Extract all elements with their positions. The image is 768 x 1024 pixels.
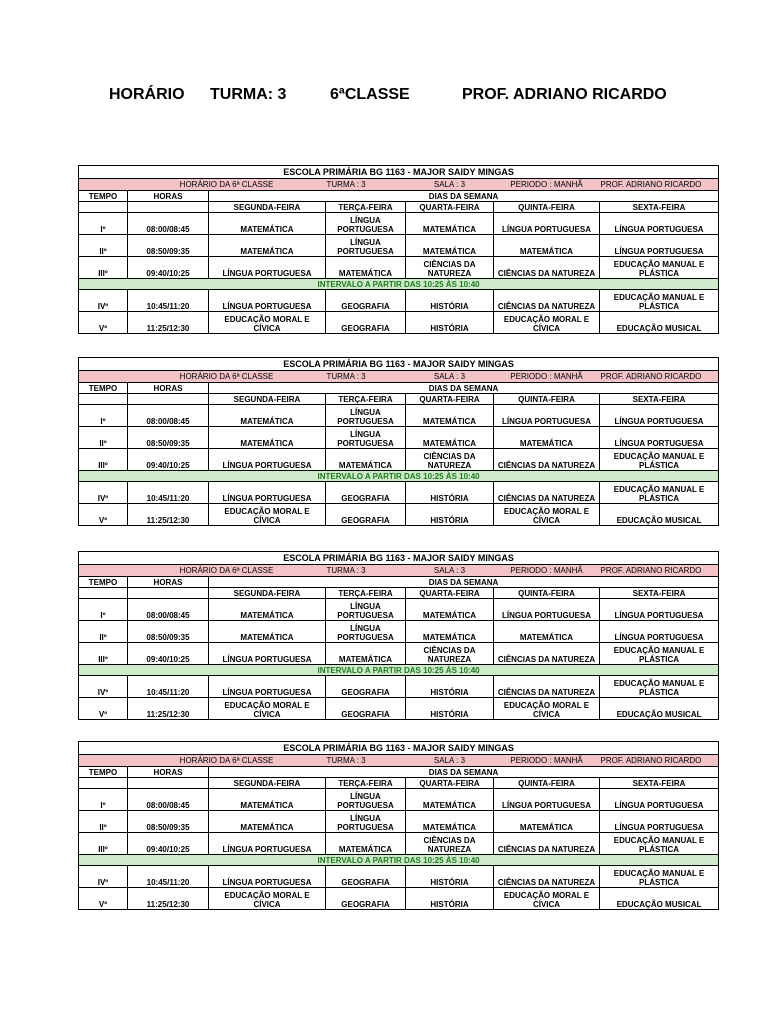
subject-cell: EDUCAÇÃO MUSICAL — [600, 698, 719, 720]
subject-cell: LÍNGUA PORTUGUESA — [326, 789, 406, 811]
day-header: SEGUNDA-FEIRA — [209, 778, 326, 789]
horas-cell: 08:00/08:45 — [128, 789, 209, 811]
subject-cell: EDUCAÇÃO MANUAL E PLÁSTICA — [600, 866, 719, 888]
subject-cell: CIÊNCIAS DA NATUREZA — [406, 449, 494, 471]
day-header: SEGUNDA-FEIRA — [209, 588, 326, 599]
info-turma: TURMA : 3 — [326, 755, 406, 767]
col-dias: DIAS DA SEMANA — [209, 767, 719, 778]
table-row — [79, 789, 719, 811]
subject-cell: GEOGRAFIA — [326, 698, 406, 720]
school-name: ESCOLA PRIMÁRIA BG 1163 - MAJOR SAIDY MINGAS — [79, 166, 719, 179]
tempo-cell: Iº — [79, 789, 128, 811]
horas-cell: 11:25/12:30 — [128, 312, 209, 334]
subject-cell: EDUCAÇÃO MANUAL E PLÁSTICA — [600, 449, 719, 471]
info-band — [79, 565, 719, 577]
table-row — [79, 599, 719, 621]
horas-cell: 10:45/11:20 — [128, 482, 209, 504]
header-horario: HORÁRIO — [109, 86, 185, 103]
subject-cell: MATEMÁTICA — [494, 427, 600, 449]
subject-cell: MATEMÁTICA — [326, 833, 406, 855]
tempo-cell: IIº — [79, 427, 128, 449]
interval-band: INTERVALO A PARTIR DAS 10:25 ÀS 10:40 — [79, 279, 719, 290]
table-row — [79, 427, 719, 449]
subject-cell: GEOGRAFIA — [326, 504, 406, 526]
subject-cell: MATEMÁTICA — [494, 811, 600, 833]
schedule-table — [78, 165, 719, 334]
info-periodo: PERIODO : MANHÃ — [494, 179, 600, 191]
table-row — [79, 621, 719, 643]
table-row — [79, 811, 719, 833]
subject-cell: LÍNGUA PORTUGUESA — [209, 482, 326, 504]
info-periodo: PERIODO : MANHÃ — [494, 565, 600, 577]
col-tempo: TEMPO — [79, 767, 128, 778]
tempo-cell: Iº — [79, 213, 128, 235]
info-periodo: PERIODO : MANHÃ — [494, 755, 600, 767]
table-row — [79, 405, 719, 427]
table-row — [79, 504, 719, 526]
subject-cell: EDUCAÇÃO MORAL E CÍVICA — [494, 888, 600, 910]
info-band — [79, 371, 719, 383]
subject-cell: GEOGRAFIA — [326, 676, 406, 698]
table-row — [79, 833, 719, 855]
table-row — [79, 888, 719, 910]
subject-cell: MATEMÁTICA — [494, 621, 600, 643]
tempo-cell: IIº — [79, 811, 128, 833]
subject-cell: EDUCAÇÃO MANUAL E PLÁSTICA — [600, 482, 719, 504]
info-horario: HORÁRIO DA 6ª CLASSE — [128, 179, 326, 191]
subject-cell: GEOGRAFIA — [326, 482, 406, 504]
col-dias: DIAS DA SEMANA — [209, 577, 719, 588]
horas-cell: 10:45/11:20 — [128, 676, 209, 698]
day-header: QUARTA-FEIRA — [406, 778, 494, 789]
col-horas: HORAS — [128, 577, 209, 588]
subject-cell: MATEMÁTICA — [209, 427, 326, 449]
subject-cell: EDUCAÇÃO MANUAL E PLÁSTICA — [600, 676, 719, 698]
subject-cell: LÍNGUA PORTUGUESA — [600, 811, 719, 833]
school-name: ESCOLA PRIMÁRIA BG 1163 - MAJOR SAIDY MINGAS — [79, 358, 719, 371]
col-tempo: TEMPO — [79, 191, 128, 202]
subject-cell: CIÊNCIAS DA NATUREZA — [406, 257, 494, 279]
subject-cell: LÍNGUA PORTUGUESA — [326, 235, 406, 257]
subject-cell: LÍNGUA PORTUGUESA — [494, 789, 600, 811]
interval-band: INTERVALO A PARTIR DAS 10:25 ÀS 10:40 — [79, 855, 719, 866]
info-prof: PROF. ADRIANO RICARDO — [600, 565, 719, 577]
schedule-table — [78, 551, 719, 720]
tempo-cell: IIIº — [79, 833, 128, 855]
tempo-cell: IIIº — [79, 449, 128, 471]
table-row — [79, 257, 719, 279]
subject-cell: LÍNGUA PORTUGUESA — [209, 643, 326, 665]
horas-cell: 09:40/10:25 — [128, 833, 209, 855]
horas-cell: 08:50/09:35 — [128, 427, 209, 449]
day-header: QUINTA-FEIRA — [494, 588, 600, 599]
subject-cell: LÍNGUA PORTUGUESA — [326, 811, 406, 833]
subject-cell: MATEMÁTICA — [209, 599, 326, 621]
day-header: SEXTA-FEIRA — [600, 778, 719, 789]
col-horas: HORAS — [128, 767, 209, 778]
day-header: QUARTA-FEIRA — [406, 588, 494, 599]
table-row — [79, 449, 719, 471]
table-row — [79, 312, 719, 334]
subject-cell: EDUCAÇÃO MORAL E CÍVICA — [494, 698, 600, 720]
subject-cell: LÍNGUA PORTUGUESA — [494, 599, 600, 621]
tempo-cell: Vº — [79, 504, 128, 526]
subject-cell: LÍNGUA PORTUGUESA — [326, 427, 406, 449]
subject-cell: GEOGRAFIA — [326, 866, 406, 888]
subject-cell: GEOGRAFIA — [326, 312, 406, 334]
subject-cell: LÍNGUA PORTUGUESA — [494, 405, 600, 427]
subject-cell: EDUCAÇÃO MORAL E CÍVICA — [209, 504, 326, 526]
subject-cell: EDUCAÇÃO MANUAL E PLÁSTICA — [600, 257, 719, 279]
info-turma: TURMA : 3 — [326, 179, 406, 191]
tempo-cell: IIº — [79, 621, 128, 643]
tempo-cell: IIº — [79, 235, 128, 257]
subject-cell: LÍNGUA PORTUGUESA — [326, 621, 406, 643]
subject-cell: EDUCAÇÃO MUSICAL — [600, 888, 719, 910]
subject-cell: LÍNGUA PORTUGUESA — [209, 676, 326, 698]
subject-cell: MATEMÁTICA — [406, 213, 494, 235]
info-prof: PROF. ADRIANO RICARDO — [600, 371, 719, 383]
tempo-cell: Vº — [79, 698, 128, 720]
interval-band: INTERVALO A PARTIR DAS 10:25 ÀS 10:40 — [79, 471, 719, 482]
tempo-cell: Vº — [79, 888, 128, 910]
tempo-cell: Vº — [79, 312, 128, 334]
day-header: QUARTA-FEIRA — [406, 394, 494, 405]
day-header: TERÇA-FEIRA — [326, 202, 406, 213]
tempo-cell: IIIº — [79, 257, 128, 279]
horas-cell: 09:40/10:25 — [128, 257, 209, 279]
schedule-table — [78, 357, 719, 526]
subject-cell: HISTÓRIA — [406, 290, 494, 312]
table-row — [79, 676, 719, 698]
subject-cell: MATEMÁTICA — [209, 213, 326, 235]
subject-cell: CIÊNCIAS DA NATUREZA — [406, 643, 494, 665]
page-header — [0, 86, 768, 110]
subject-cell: HISTÓRIA — [406, 866, 494, 888]
subject-cell: LÍNGUA PORTUGUESA — [494, 213, 600, 235]
subject-cell: MATEMÁTICA — [209, 235, 326, 257]
schedule-table — [78, 741, 719, 910]
horas-cell: 10:45/11:20 — [128, 866, 209, 888]
horas-cell: 08:00/08:45 — [128, 405, 209, 427]
subject-cell: MATEMÁTICA — [406, 789, 494, 811]
tempo-cell: IVº — [79, 866, 128, 888]
info-sala: SALA : 3 — [406, 371, 494, 383]
subject-cell: MATEMÁTICA — [326, 449, 406, 471]
horas-cell: 09:40/10:25 — [128, 643, 209, 665]
day-header: TERÇA-FEIRA — [326, 778, 406, 789]
subject-cell: LÍNGUA PORTUGUESA — [209, 866, 326, 888]
subject-cell: MATEMÁTICA — [209, 811, 326, 833]
subject-cell: LÍNGUA PORTUGUESA — [600, 427, 719, 449]
subject-cell: GEOGRAFIA — [326, 888, 406, 910]
table-row — [79, 213, 719, 235]
subject-cell: HISTÓRIA — [406, 312, 494, 334]
horas-cell: 08:50/09:35 — [128, 235, 209, 257]
day-header: SEGUNDA-FEIRA — [209, 202, 326, 213]
tempo-cell: Iº — [79, 599, 128, 621]
info-prof: PROF. ADRIANO RICARDO — [600, 755, 719, 767]
tempo-cell: IVº — [79, 676, 128, 698]
subject-cell: LÍNGUA PORTUGUESA — [326, 405, 406, 427]
info-periodo: PERIODO : MANHÃ — [494, 371, 600, 383]
subject-cell: HISTÓRIA — [406, 888, 494, 910]
day-header: QUARTA-FEIRA — [406, 202, 494, 213]
table-row — [79, 866, 719, 888]
subject-cell: CIÊNCIAS DA NATUREZA — [494, 290, 600, 312]
col-dias: DIAS DA SEMANA — [209, 191, 719, 202]
subject-cell: LÍNGUA PORTUGUESA — [209, 257, 326, 279]
subject-cell: EDUCAÇÃO MUSICAL — [600, 504, 719, 526]
day-header: QUINTA-FEIRA — [494, 202, 600, 213]
subject-cell: CIÊNCIAS DA NATUREZA — [494, 833, 600, 855]
subject-cell: LÍNGUA PORTUGUESA — [600, 621, 719, 643]
subject-cell: MATEMÁTICA — [209, 405, 326, 427]
subject-cell: MATEMÁTICA — [406, 405, 494, 427]
subject-cell: EDUCAÇÃO MORAL E CÍVICA — [209, 888, 326, 910]
info-sala: SALA : 3 — [406, 755, 494, 767]
col-tempo: TEMPO — [79, 383, 128, 394]
subject-cell: CIÊNCIAS DA NATUREZA — [494, 676, 600, 698]
horas-cell: 08:00/08:45 — [128, 213, 209, 235]
col-horas: HORAS — [128, 383, 209, 394]
subject-cell: MATEMÁTICA — [209, 621, 326, 643]
info-horario: HORÁRIO DA 6ª CLASSE — [128, 755, 326, 767]
info-band — [79, 179, 719, 191]
horas-cell: 08:00/08:45 — [128, 599, 209, 621]
subject-cell: MATEMÁTICA — [326, 643, 406, 665]
info-band — [79, 755, 719, 767]
subject-cell: EDUCAÇÃO MUSICAL — [600, 312, 719, 334]
col-horas: HORAS — [128, 191, 209, 202]
interval-band: INTERVALO A PARTIR DAS 10:25 ÀS 10:40 — [79, 665, 719, 676]
subject-cell: CIÊNCIAS DA NATUREZA — [494, 449, 600, 471]
subject-cell: LÍNGUA PORTUGUESA — [209, 833, 326, 855]
subject-cell: LÍNGUA PORTUGUESA — [326, 213, 406, 235]
subject-cell: HISTÓRIA — [406, 676, 494, 698]
subject-cell: MATEMÁTICA — [494, 235, 600, 257]
horas-cell: 08:50/09:35 — [128, 811, 209, 833]
subject-cell: LÍNGUA PORTUGUESA — [600, 405, 719, 427]
subject-cell: EDUCAÇÃO MANUAL E PLÁSTICA — [600, 833, 719, 855]
horas-cell: 11:25/12:30 — [128, 504, 209, 526]
table-row — [79, 482, 719, 504]
day-header: QUINTA-FEIRA — [494, 778, 600, 789]
table-row — [79, 290, 719, 312]
subject-cell: LÍNGUA PORTUGUESA — [326, 599, 406, 621]
day-header: SEGUNDA-FEIRA — [209, 394, 326, 405]
day-header: TERÇA-FEIRA — [326, 394, 406, 405]
tempo-cell: IIIº — [79, 643, 128, 665]
tempo-cell: Iº — [79, 405, 128, 427]
table-row — [79, 643, 719, 665]
info-horario: HORÁRIO DA 6ª CLASSE — [128, 565, 326, 577]
info-sala: SALA : 3 — [406, 565, 494, 577]
horas-cell: 08:50/09:35 — [128, 621, 209, 643]
subject-cell: EDUCAÇÃO MORAL E CÍVICA — [494, 504, 600, 526]
subject-cell: MATEMÁTICA — [406, 621, 494, 643]
tempo-cell: IVº — [79, 482, 128, 504]
day-header: SEXTA-FEIRA — [600, 588, 719, 599]
table-row — [79, 698, 719, 720]
subject-cell: HISTÓRIA — [406, 482, 494, 504]
subject-cell: MATEMÁTICA — [209, 789, 326, 811]
day-header: SEXTA-FEIRA — [600, 394, 719, 405]
subject-cell: CIÊNCIAS DA NATUREZA — [406, 833, 494, 855]
subject-cell: LÍNGUA PORTUGUESA — [209, 449, 326, 471]
subject-cell: MATEMÁTICA — [406, 235, 494, 257]
info-horario: HORÁRIO DA 6ª CLASSE — [128, 371, 326, 383]
school-name: ESCOLA PRIMÁRIA BG 1163 - MAJOR SAIDY MINGAS — [79, 742, 719, 755]
subject-cell: EDUCAÇÃO MORAL E CÍVICA — [494, 312, 600, 334]
subject-cell: EDUCAÇÃO MANUAL E PLÁSTICA — [600, 290, 719, 312]
col-tempo: TEMPO — [79, 577, 128, 588]
horas-cell: 11:25/12:30 — [128, 698, 209, 720]
horas-cell: 11:25/12:30 — [128, 888, 209, 910]
day-header: QUINTA-FEIRA — [494, 394, 600, 405]
header-classe: 6ªCLASSE — [330, 86, 410, 103]
col-dias: DIAS DA SEMANA — [209, 383, 719, 394]
subject-cell: LÍNGUA PORTUGUESA — [600, 789, 719, 811]
horas-cell: 10:45/11:20 — [128, 290, 209, 312]
horas-cell: 09:40/10:25 — [128, 449, 209, 471]
subject-cell: MATEMÁTICA — [326, 257, 406, 279]
subject-cell: CIÊNCIAS DA NATUREZA — [494, 643, 600, 665]
subject-cell: CIÊNCIAS DA NATUREZA — [494, 257, 600, 279]
subject-cell: EDUCAÇÃO MANUAL E PLÁSTICA — [600, 643, 719, 665]
subject-cell: LÍNGUA PORTUGUESA — [600, 213, 719, 235]
subject-cell: GEOGRAFIA — [326, 290, 406, 312]
subject-cell: MATEMÁTICA — [406, 427, 494, 449]
info-sala: SALA : 3 — [406, 179, 494, 191]
table-row — [79, 235, 719, 257]
subject-cell: LÍNGUA PORTUGUESA — [600, 599, 719, 621]
day-header: SEXTA-FEIRA — [600, 202, 719, 213]
subject-cell: LÍNGUA PORTUGUESA — [209, 290, 326, 312]
subject-cell: MATEMÁTICA — [406, 811, 494, 833]
subject-cell: HISTÓRIA — [406, 504, 494, 526]
info-turma: TURMA : 3 — [326, 371, 406, 383]
header-prof: PROF. ADRIANO RICARDO — [462, 86, 667, 103]
subject-cell: EDUCAÇÃO MORAL E CÍVICA — [209, 312, 326, 334]
subject-cell: EDUCAÇÃO MORAL E CÍVICA — [209, 698, 326, 720]
tempo-cell: IVº — [79, 290, 128, 312]
subject-cell: HISTÓRIA — [406, 698, 494, 720]
school-name: ESCOLA PRIMÁRIA BG 1163 - MAJOR SAIDY MINGAS — [79, 552, 719, 565]
header-turma: TURMA: 3 — [210, 86, 287, 103]
subject-cell: CIÊNCIAS DA NATUREZA — [494, 482, 600, 504]
info-turma: TURMA : 3 — [326, 565, 406, 577]
info-prof: PROF. ADRIANO RICARDO — [600, 179, 719, 191]
subject-cell: LÍNGUA PORTUGUESA — [600, 235, 719, 257]
subject-cell: MATEMÁTICA — [406, 599, 494, 621]
day-header: TERÇA-FEIRA — [326, 588, 406, 599]
subject-cell: CIÊNCIAS DA NATUREZA — [494, 866, 600, 888]
